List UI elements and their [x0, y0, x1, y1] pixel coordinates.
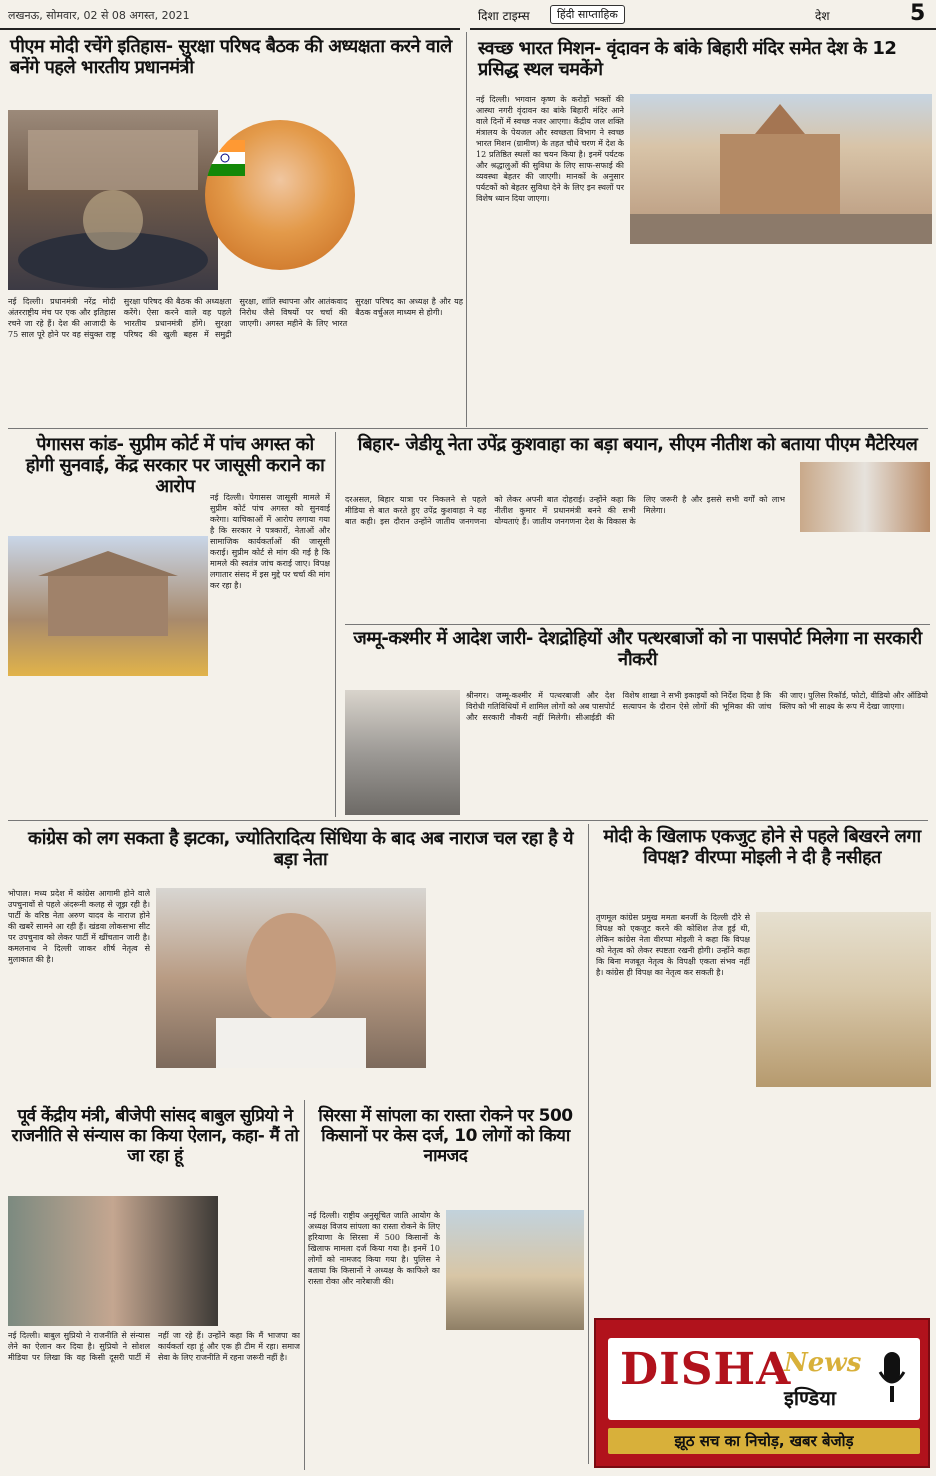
modi-portrait-photo — [205, 120, 355, 270]
page-number: 5 — [910, 1, 926, 26]
body-babul: नई दिल्ली। बाबुल सुप्रियो ने राजनीति से संन्यास लेने का ऐलान कर दिया है। सुप्रियो ने सोशल मीडिया पर लिखा कि वह किसी दूसरी पार्टी में नहीं जा रहे हैं। उन्होंने कहा कि मैं भाजपा का कार्यकर्ता रहा हूं और एक ही टीम में रहा। समाज सेवा के लिए राजनीति में रहना जरूरी नहीं है। — [8, 1331, 300, 1362]
dateline: लखनऊ, सोमवार, 02 से 08 अगस्त, 2021 — [8, 9, 190, 22]
left-page-header — [0, 0, 460, 30]
kamal-nath-photo — [156, 888, 426, 1068]
banke-bihari-temple-photo — [630, 94, 932, 244]
edition-badge: हिंदी साप्ताहिक — [550, 5, 625, 24]
body-sirsa: नई दिल्ली। राष्ट्रीय अनुसूचित जाति आयोग के अध्यक्ष विजय सांपला का रास्ता रोकने के लिए हरियाणा के सिरसा में 500 किसानों के खिलाफ मामला दर्ज किया गया है। इनमें 10 लोगों को नामजद किया गया है। पुलिस ने बताया कि किसानों ने अध्यक्ष के काफिले का रास्ता रोका और नारेबाजी की। — [308, 1211, 440, 1286]
ad-brand-news: News — [784, 1348, 862, 1378]
stone-pelting-photo — [345, 690, 460, 815]
headline-sirsa: सिरसा में सांपला का रास्ता रोकने पर 500 किसानों पर केस दर्ज, 10 लोगों को किया नामजद — [318, 1106, 573, 1167]
section-rule — [8, 428, 928, 429]
headline-modi-unsc: पीएम मोदी रचेंगे इतिहास- सुरक्षा परिषद बैठक की अध्यक्षता करने वाले बनेंगे पहले भारतीय प्रधानमंत्री — [10, 36, 452, 79]
column-divider — [588, 824, 589, 1464]
paper-name: दिशा टाइम्स — [478, 9, 530, 23]
portrait-illustration — [156, 888, 426, 1068]
section-label: देश — [815, 9, 830, 23]
microphone-icon — [874, 1346, 910, 1406]
body-kamal-nath: भोपाल। मध्य प्रदेश में कांग्रेस आगामी होने वाले उपचुनावों से पहले अंदरूनी कलह से जूझ रही है। पार्टी के वरिष्ठ नेता अरुण यादव के नाराज होने की खबरें सामने आ रही हैं। खंडवा लोकसभा सीट पर उपचुनाव को लेकर पार्टी में खींचतान जारी है। कमलनाथ ने दिल्ली जाकर शीर्ष नेतृत्व से मुलाकात की है। — [8, 889, 150, 964]
headline-pegasus: पेगासस कांड- सुप्रीम कोर्ट में पांच अगस्त को होगी सुनवाई, केंद्र सरकार पर जासूसी कराने का आरोप — [25, 434, 325, 498]
ad-brand-country: इण्डिया — [784, 1386, 836, 1410]
court-building-illustration — [8, 536, 208, 676]
supreme-court-photo — [8, 536, 208, 676]
section-rule — [8, 820, 928, 821]
nitish-kushwaha-photo — [800, 462, 930, 532]
body-moily: तृणमूल कांग्रेस प्रमुख ममता बनर्जी के दिल्ली दौरे से विपक्ष को एकजुट करने की कोशिश तेज हुई थी, लेकिन कांग्रेस नेता वीरप्पा मोइली ने कहा कि विपक्ष को नेतृत्व को लेकर स्पष्टता रखनी होगी। उन्होंने कहा कि बिना मजबूत नेतृत्व के विपक्षी एकता संभव नहीं है। कांग्रेस ही विपक्ष का नेतृत्व कर सकती है। — [596, 913, 750, 977]
opposition-leaders-photo — [756, 912, 931, 1087]
headline-kushwaha: बिहार- जेडीयू नेता उपेंद्र कुशवाहा का बड़ा बयान, सीएम नीतीश को बताया पीएम मैटेरियल — [357, 434, 918, 455]
indian-flag-illustration — [205, 120, 355, 270]
headline-swachh-bharat: स्वच्छ भारत मिशन- वृंदावन के बांके बिहारी मंदिर समेत देश के 12 प्रसिद्ध स्थल चमकेंगे — [478, 38, 897, 81]
disha-news-ad — [594, 1318, 930, 1468]
body-pegasus: नई दिल्ली। पेगासस जासूसी मामले में सुप्रीम कोर्ट पांच अगस्त को सुनवाई करेगा। याचिकाओं में आरोप लगाया गया है कि सरकार ने पत्रकारों, नेताओं और सामाजिक कार्यकर्ताओं की जासूसी कराई। सुप्रीम कोर्ट से मांग की गई है कि मामले की स्वतंत्र जांच कराई जाए। विपक्ष लगातार संसद में इस मुद्दे पर चर्चा की मांग कर रहा है। — [210, 493, 330, 590]
headline-kashmir: जम्मू-कश्मीर में आदेश जारी- देशद्रोहियों और पत्थरबाजों को ना पासपोर्ट मिलेगा ना सरकारी नौकरी — [353, 628, 922, 671]
body-swachh-bharat: नई दिल्ली। भगवान कृष्ण के करोड़ों भक्तों की आस्था नगरी वृंदावन का बांके बिहारी मंदिर आने वाले दिनों में स्वच्छ नजर आएगा। केंद्रीय जल शक्ति मंत्रालय के पेयजल और स्वच्छता विभाग ने स्वच्छ भारत मिशन (ग्रामीण) के तहत चौथे चरण में देश के 12 प्रतिष्ठित स्थलों का चयन किया है। इनमें पर्यटक और श्रद्धालुओं की सुविधा के लिए साफ-सफाई की व्यवस्था बेहतर की जाएगी। मानकों के अनुसार पर्यटकों को बेहतर सुविधा देने के लिए इन स्थलों पर विशेष ध्यान दिया जाएगा। — [476, 95, 624, 203]
unsc-chamber-illustration — [8, 110, 218, 290]
headline-moily: मोदी के खिलाफ एकजुट होने से पहले बिखरने लगा विपक्ष? वीरप्पा मोइली ने दी है नसीहत — [603, 826, 921, 869]
section-rule — [345, 624, 930, 625]
body-kashmir: श्रीनगर। जम्मू-कश्मीर में पत्थरबाजी और देश विरोधी गतिविधियों में शामिल लोगों को अब पासपोर्ट और सरकारी नौकरी नहीं मिलेगी। सीआईडी की विशेष शाखा ने सभी इकाइयों को निर्देश दिया है कि सत्यापन के दौरान ऐसे लोगों की भूमिका की जांच की जाए। पुलिस रिकॉर्ड, फोटो, वीडियो और ऑडियो क्लिप को भी साक्ष्य के रूप में देखा जाएगा। — [466, 691, 928, 722]
ad-brand-main: DISHA — [620, 1344, 792, 1395]
headline-babul: पूर्व केंद्रीय मंत्री, बीजेपी सांसद बाबुल सुप्रियो ने राजनीति से संन्यास का किया ऐलान, कहा- मैं तो जा रहा हूं — [11, 1106, 299, 1167]
ad-inner-panel — [608, 1338, 920, 1420]
body-modi-unsc: नई दिल्ली। प्रधानमंत्री नरेंद्र मोदी अंतरराष्ट्रीय मंच पर एक और इतिहास रचने जा रहे हैं। देश की आजादी के 75 साल पूरे होने पर वह संयुक्त राष्ट्र सुरक्षा परिषद की बैठक की अध्यक्षता करेंगे। ऐसा करने वाले वह पहले भारतीय प्रधानमंत्री होंगे। सुरक्षा परिषद की खुली बहस में समुद्री सुरक्षा, शांति स्थापना और आतंकवाद निरोध जैसे विषयों पर चर्चा की जाएगी। अगस्त महीने के लिए भारत सुरक्षा परिषद का अध्यक्ष है और यह बैठक वर्चुअल माध्यम से होगी। — [8, 297, 463, 339]
temple-illustration — [630, 94, 932, 244]
farmers-protest-photo — [446, 1210, 584, 1330]
column-divider — [466, 32, 467, 427]
headline-kamal-nath: कांग्रेस को लग सकता है झटका, ज्योतिरादित्य सिंधिया के बाद अब नाराज चल रहा है ये बड़ा नेता — [27, 828, 574, 871]
babul-supriyo-photo — [8, 1196, 218, 1326]
column-divider — [335, 432, 336, 817]
unsc-photo — [8, 110, 218, 290]
right-page-header — [470, 0, 936, 30]
column-divider — [304, 1100, 305, 1470]
ad-tagline-strip — [608, 1428, 920, 1454]
body-kushwaha: दरअसल, बिहार यात्रा पर निकलने से पहले मीडिया से बात करते हुए उपेंद्र कुशवाहा ने यह बात कही। इस दौरान उन्होंने जातीय जनगणना को लेकर अपनी बात दोहराई। उन्होंने कहा कि नीतीश कुमार में प्रधानमंत्री बनने की सभी योग्यताएं हैं। जातीय जनगणना देश के विकास के लिए जरूरी है और इससे सभी वर्गों को लाभ मिलेगा। — [345, 495, 785, 526]
ad-tagline: झूठ सच का निचोड़, खबर बेजोड़ — [674, 1432, 854, 1450]
